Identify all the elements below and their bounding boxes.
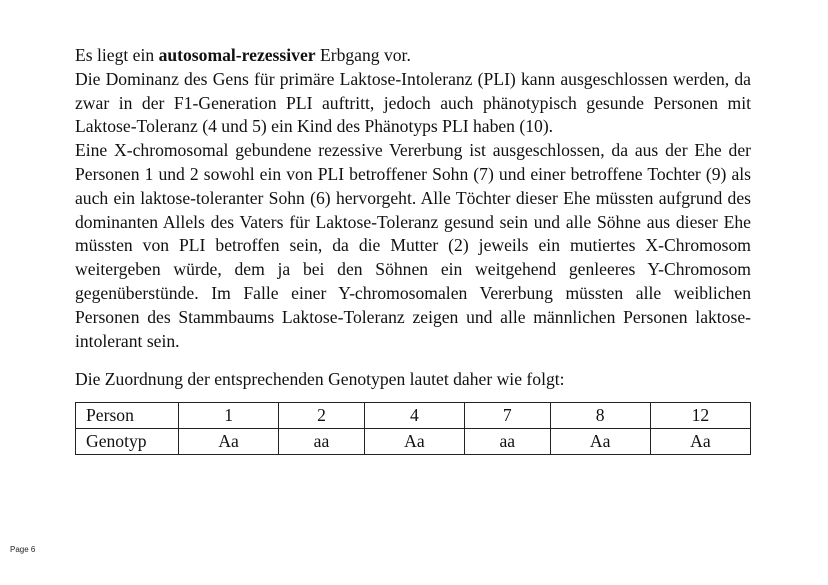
table-cell-genotype: Aa [550,429,650,455]
table-cell-person: 12 [650,403,750,429]
table-cell-genotype: Aa [179,429,279,455]
row-header-person: Person [76,403,179,429]
table-row-genotype [76,429,751,455]
page-content [75,44,751,455]
intro-sentence [75,44,751,68]
table-cell-genotype: Aa [650,429,750,455]
table-intro-text: Die Zuordnung der entsprechenden Genotypen lautet daher wie folgt: [75,369,565,390]
paragraph-x-chromosomal: Eine X-chromosomal gebundene rezessive Vererbung ist ausgeschlossen, da aus der Ehe der Personen 1 und 2 sowohl ein von PLI betroffener Sohn (7) und einer betroffene Tochter (9) als auch ein laktose-toleranter Sohn (6) hervorgeht. Alle Töchter dieser Ehe müssten aufgrund des dominanten Allels des Vaters für Laktose-Toleranz gesund sein und alle Söhne aus dieser Ehe müssten von PLI betroffen sein, da die Mutter (2) jeweils ein mutiertes X-Chromosom weitergeben würde, dem ja bei den Söhnen ein weitgehend genleeres Y-Chromosom gegenüberstünde. Im Falle einer Y-chromosomalen Vererbung müssten alle weiblichen Personen des Stammbaums Laktose-Toleranz zeigen und alle männlichen Personen laktose-intolerant sein. [75,140,751,351]
intro-text-after: Erbgang vor. [315,45,411,65]
page-number-label: Page 6 [10,545,36,554]
table-cell-person: 2 [279,403,365,429]
table-cell-person: 7 [464,403,550,429]
table-cell-genotype: aa [464,429,550,455]
table-row-person [76,403,751,429]
table-cell-genotype: aa [279,429,365,455]
table-cell-person: 1 [179,403,279,429]
table-cell-genotype: Aa [364,429,464,455]
paragraph-dominance: Die Dominanz des Gens für primäre Laktose-Intoleranz (PLI) kann ausgeschlossen werden, da zwar in der F1-Generation PLI auftritt, jedoch auch phänotypisch gesunde Personen mit Laktose-Toleranz (4 und 5) ein Kind des Phänotyps PLI haben (10). [75,68,751,137]
table-cell-person: 8 [550,403,650,429]
row-header-genotype: Genotyp [76,429,179,455]
table-cell-person: 4 [364,403,464,429]
intro-text-before: Es liegt ein [75,45,159,65]
intro-bold-term: autosomal-rezessiver [158,45,316,65]
genotype-table [75,402,751,455]
